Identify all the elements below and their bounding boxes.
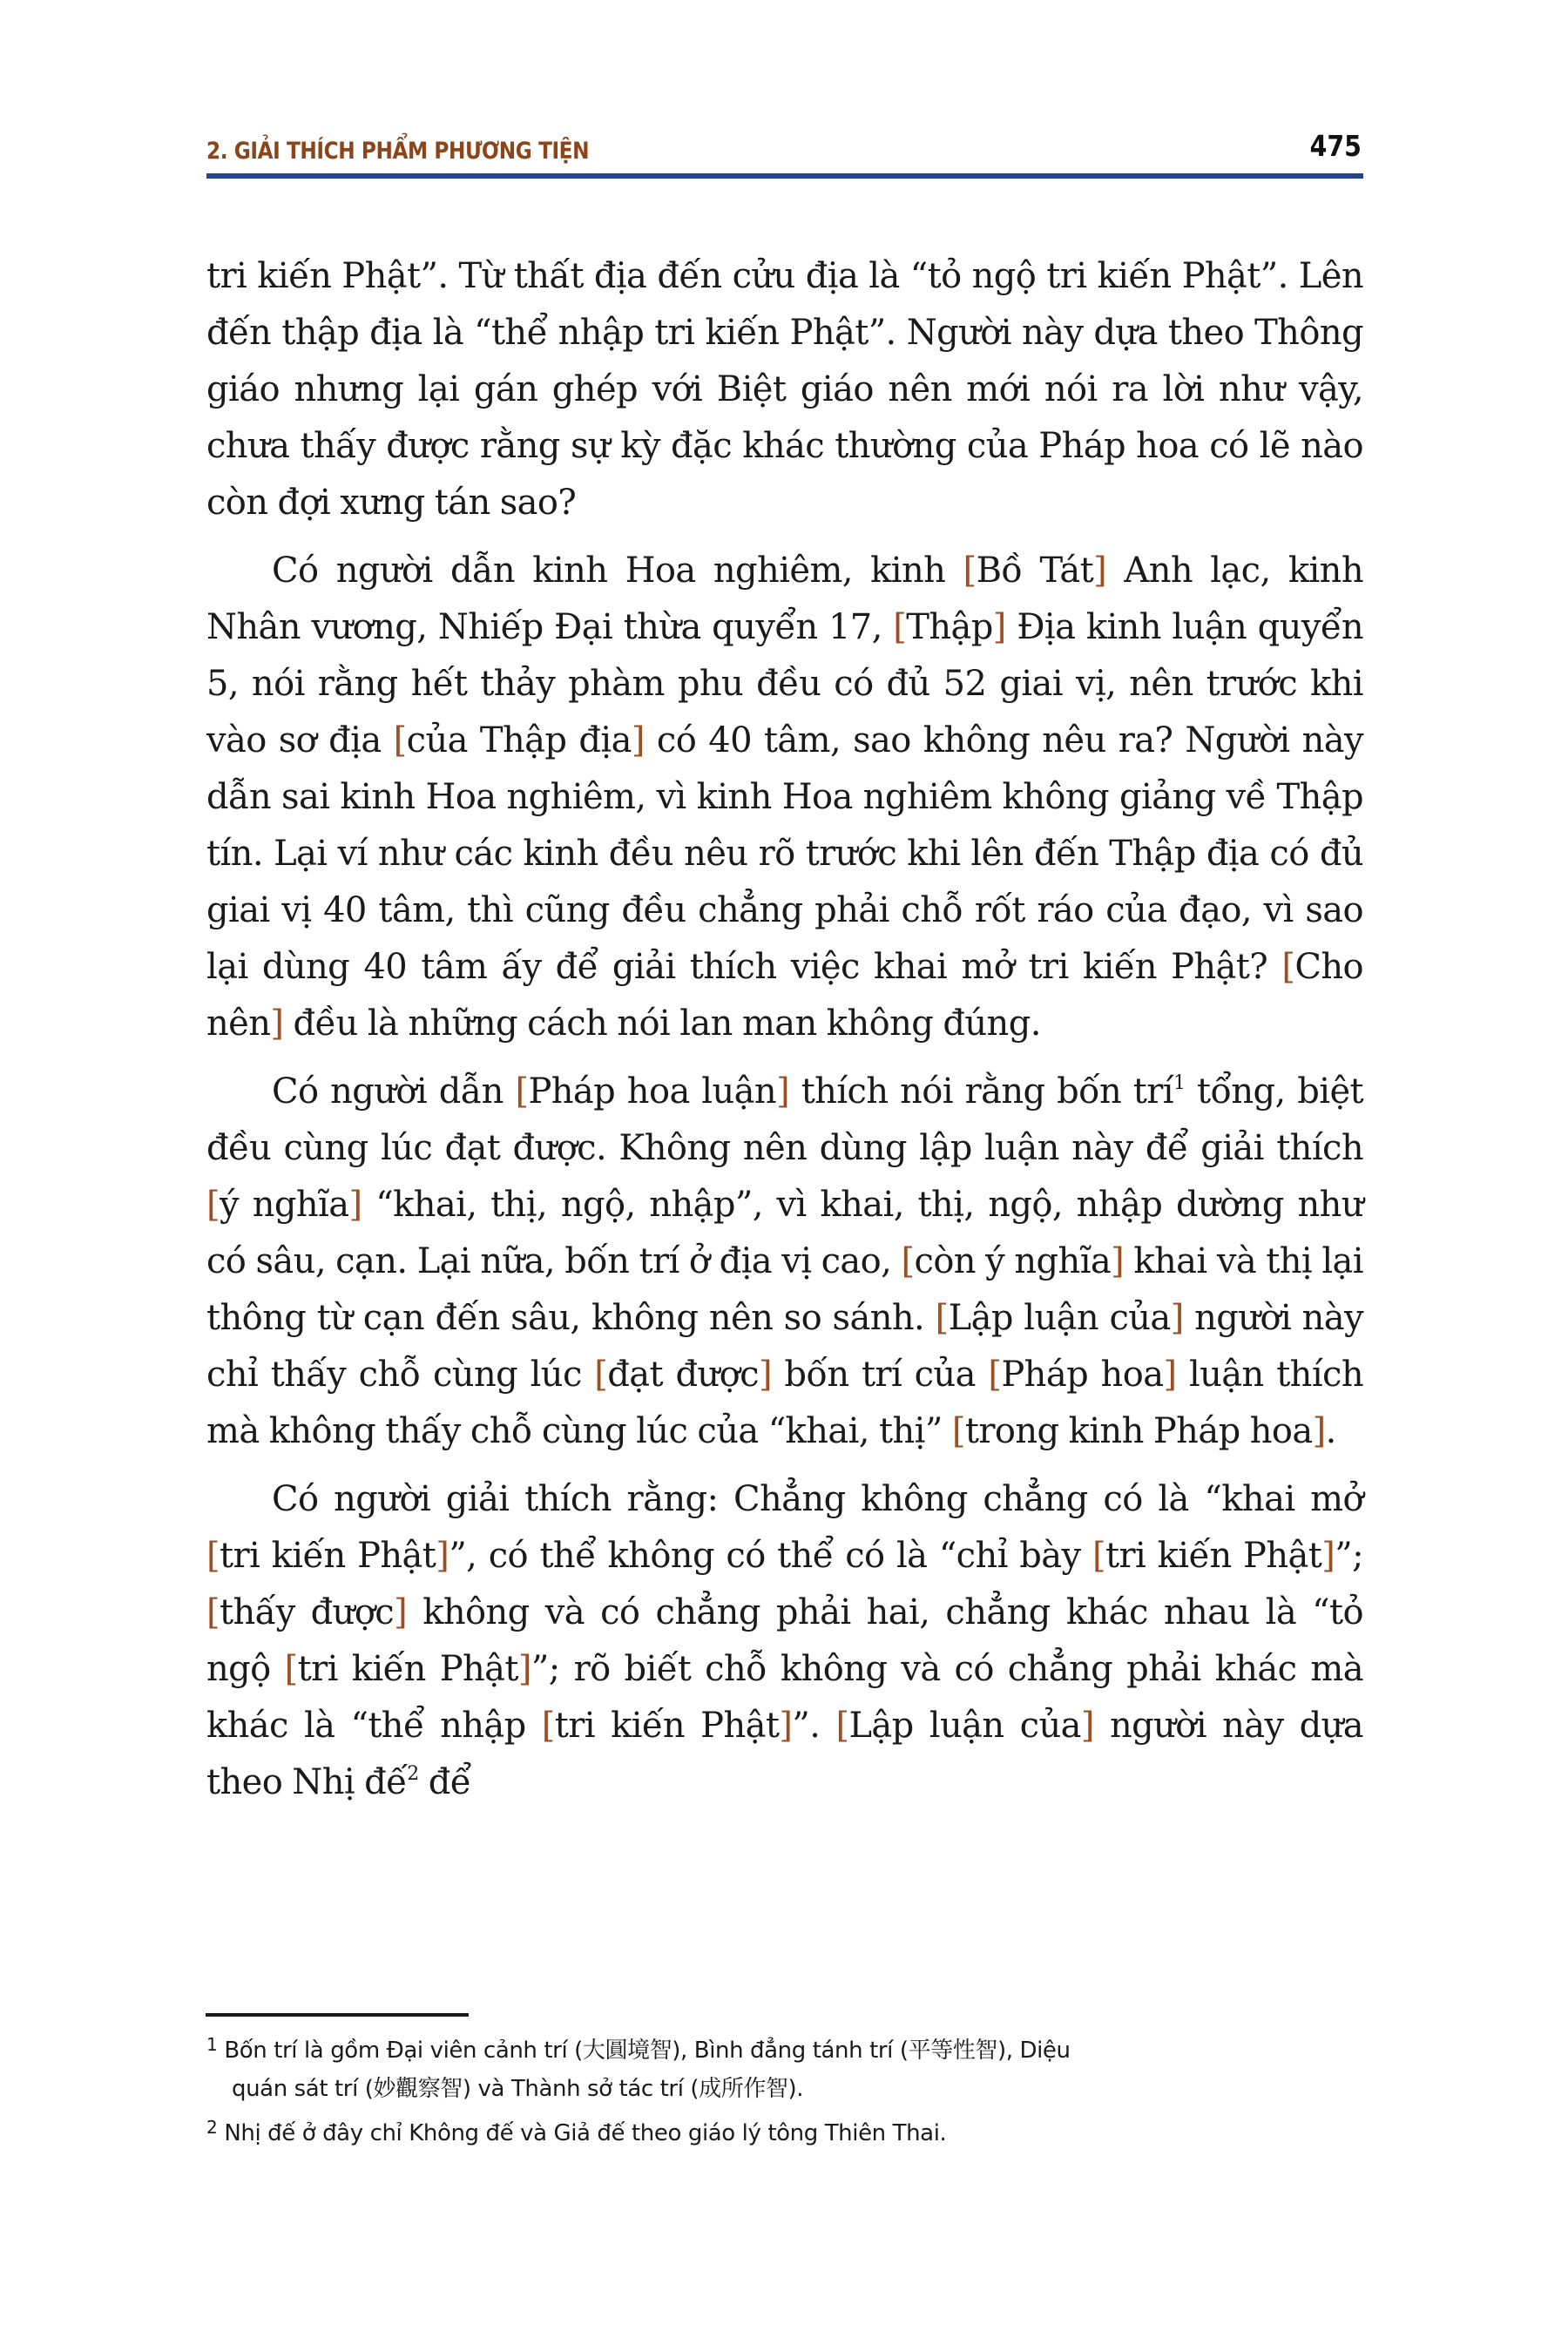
open-bracket: [ <box>935 1298 949 1338</box>
close-bracket: ] <box>1080 1706 1094 1746</box>
insertion-text: trong kinh Pháp hoa <box>964 1411 1313 1451</box>
insertion-text: Lập luận của <box>948 1298 1171 1338</box>
open-bracket: [ <box>284 1649 298 1689</box>
page-number: 475 <box>1309 129 1362 163</box>
running-header <box>206 129 1363 167</box>
open-bracket: [ <box>515 1071 529 1112</box>
editorial-insertion <box>542 1706 793 1746</box>
open-bracket: [ <box>963 551 977 591</box>
editorial-insertion <box>963 551 1107 591</box>
text-run: Địa kinh luận quyển 5, nói rằng hết thảy phàm phu đều có đủ 52 giai vị, nên trước khi vào sơ địa <box>206 607 1363 760</box>
editorial-insertion <box>936 1298 1184 1338</box>
open-bracket: [ <box>1281 947 1295 987</box>
paragraph <box>206 248 1363 531</box>
close-bracket: ] <box>1312 1411 1326 1451</box>
editorial-insertion <box>835 1706 1093 1746</box>
footnote-text: Bốn trí là gồm Đại viên cảnh trí (大圓境智), Bình đẳng tánh trí (平等性智), Diệu <box>224 2038 1071 2064</box>
open-bracket: [ <box>206 1592 220 1632</box>
footnote-number: 2 <box>206 2117 218 2138</box>
open-bracket: [ <box>206 1185 220 1225</box>
paragraph <box>206 1471 1363 1811</box>
close-bracket: ] <box>270 1004 284 1044</box>
text-run: thích nói rằng bốn trí <box>789 1071 1173 1112</box>
text-run: tri kiến Phật”. Từ thất địa đến cửu địa là “tỏ ngộ tri kiến Phật”. Lên đến thập địa là “thể nhập tri kiến Phật”. Người này dựa theo Thông giáo nhưng lại gán ghép với Biệt giáo nên mới nói ra lời như vậy, chưa thấy được rằng sự kỳ đặc khác thường của Pháp hoa có lẽ nào còn đợi xưng tán sao? <box>206 256 1363 523</box>
text-run: ”; <box>1335 1536 1364 1576</box>
editorial-insertion <box>902 1241 1125 1281</box>
editorial-insertion <box>594 1355 772 1395</box>
insertion-text: đạt được <box>607 1355 759 1395</box>
open-bracket: [ <box>541 1706 555 1746</box>
text-run: tổng, biệt đều cùng lúc đạt được. Không nên dùng lập luận này để giải thích <box>206 1071 1363 1168</box>
insertion-text: Cho nên <box>206 947 1363 1044</box>
text-run: để <box>418 1762 471 1802</box>
editorial-insertion <box>206 1536 449 1576</box>
insertion-text: còn ý nghĩa <box>914 1241 1112 1281</box>
text-run: ”; rõ biết chỗ không và có chẳng phải khác mà khác là “thể nhập <box>206 1649 1363 1746</box>
insertion-text: Pháp hoa <box>1001 1355 1164 1395</box>
text-run: đều là những cách nói lan man không đúng. <box>283 1004 1041 1044</box>
close-bracket: ] <box>1321 1536 1335 1576</box>
chapter-title: 2. GIẢI THÍCH PHẨM PHƯƠNG TIỆN <box>206 138 590 165</box>
insertion-text: Bồ Tát <box>976 551 1094 591</box>
insertion-text: thấy được <box>220 1592 395 1632</box>
footnote-1 <box>206 2025 1363 2108</box>
text-run: ”, có thể không có thể có là “chỉ bày <box>449 1536 1092 1576</box>
text-run: luận thích mà không thấy chỗ cùng lúc của “khai, thị” <box>206 1355 1363 1451</box>
close-bracket: ] <box>779 1706 793 1746</box>
text-run: ”. <box>792 1706 836 1746</box>
open-bracket: [ <box>1092 1536 1105 1576</box>
footnote-2 <box>206 2108 1363 2153</box>
editorial-insertion <box>1092 1536 1335 1576</box>
close-bracket: ] <box>517 1649 531 1689</box>
text-run: “khai, thị, ngộ, nhập”, vì khai, thị, ngộ, nhập dường như có sâu, cạn. Lại nữa, bốn trí ở địa vị cao, <box>206 1185 1363 1281</box>
text-run: không và có chẳng phải hai, chẳng khác nhau là “tỏ ngộ <box>206 1592 1363 1689</box>
editorial-insertion <box>206 1592 407 1632</box>
footnote-separator <box>206 2013 469 2017</box>
close-bracket: ] <box>776 1071 790 1112</box>
text-run: Có người dẫn kinh Hoa nghiêm, kinh <box>272 551 963 591</box>
close-bracket: ] <box>1170 1298 1184 1338</box>
insertion-text: Lập luận của <box>848 1706 1081 1746</box>
editorial-insertion <box>206 1185 362 1225</box>
editorial-insertion <box>988 1355 1176 1395</box>
text-run: Có người giải thích rằng: Chẳng không chẳng có là “khai mở <box>272 1479 1363 1519</box>
editorial-insertion <box>285 1649 531 1689</box>
insertion-text: tri kiến Phật <box>554 1706 780 1746</box>
insertion-text: tri kiến Phật <box>220 1536 436 1576</box>
footnote-text: Nhị đế ở đây chỉ Không đế và Giả đế theo giáo lý tông Thiên Thai. <box>224 2120 947 2146</box>
insertion-text: tri kiến Phật <box>1105 1536 1322 1576</box>
close-bracket: ] <box>348 1185 362 1225</box>
text-run: . <box>1325 1411 1336 1451</box>
header-rule <box>206 173 1363 179</box>
footnote-reference[interactable]: 1 <box>1173 1072 1186 1094</box>
insertion-text: Thập <box>906 607 993 647</box>
paragraph <box>206 543 1363 1052</box>
footnote-text-continued: quán sát trí (妙觀察智) và Thành sở tác trí (成所作智). <box>232 2076 804 2102</box>
close-bracket: ] <box>631 720 645 760</box>
open-bracket: [ <box>393 720 407 760</box>
editorial-insertion <box>394 720 645 760</box>
open-bracket: [ <box>594 1355 608 1395</box>
close-bracket: ] <box>1111 1241 1125 1281</box>
open-bracket: [ <box>901 1241 915 1281</box>
text-run: người này chỉ thấy chỗ cùng lúc <box>206 1298 1363 1395</box>
open-bracket: [ <box>835 1706 849 1746</box>
open-bracket: [ <box>988 1355 1002 1395</box>
footnote-number: 1 <box>206 2034 218 2055</box>
close-bracket: ] <box>436 1536 449 1576</box>
editorial-insertion <box>893 607 1006 647</box>
text-run: người này dựa theo Nhị đế <box>206 1706 1363 1802</box>
insertion-text: của Thập địa <box>406 720 632 760</box>
close-bracket: ] <box>1093 551 1107 591</box>
insertion-text: ý nghĩa <box>220 1185 349 1225</box>
insertion-text: tri kiến Phật <box>297 1649 518 1689</box>
editorial-insertion <box>952 1411 1326 1451</box>
insertion-text: Pháp hoa luận <box>528 1071 777 1112</box>
text-run: khai và thị lại thông từ cạn đến sâu, không nên so sánh. <box>206 1241 1363 1338</box>
body-text <box>206 248 1363 1822</box>
close-bracket: ] <box>758 1355 772 1395</box>
open-bracket: [ <box>951 1411 965 1451</box>
open-bracket: [ <box>206 1536 220 1576</box>
text-run: Có người dẫn <box>272 1071 516 1112</box>
text-run: có 40 tâm, sao không nêu ra? Người này dẫn sai kinh Hoa nghiêm, vì kinh Hoa nghiêm không giảng về Thập tín. Lại ví như các kinh đều nêu rõ trước khi lên đến Thập địa có đủ giai vị 40 tâm, thì cũng đều chẳng phải chỗ rốt ráo của đạo, vì sao lại dùng 40 tâm ấy để giải thích việc khai mở tri kiến Phật? <box>206 720 1363 987</box>
editorial-insertion <box>515 1071 789 1112</box>
open-bracket: [ <box>893 607 907 647</box>
text-run: Anh lạc, kinh Nhân vương, Nhiếp Đại thừa quyển 17, <box>206 551 1363 647</box>
footnotes <box>206 2025 1363 2153</box>
footnote-reference[interactable]: 2 <box>407 1763 419 1785</box>
close-bracket: ] <box>394 1592 408 1632</box>
text-run: bốn trí của <box>771 1355 989 1395</box>
close-bracket: ] <box>992 607 1006 647</box>
paragraph <box>206 1064 1363 1460</box>
close-bracket: ] <box>1163 1355 1177 1395</box>
